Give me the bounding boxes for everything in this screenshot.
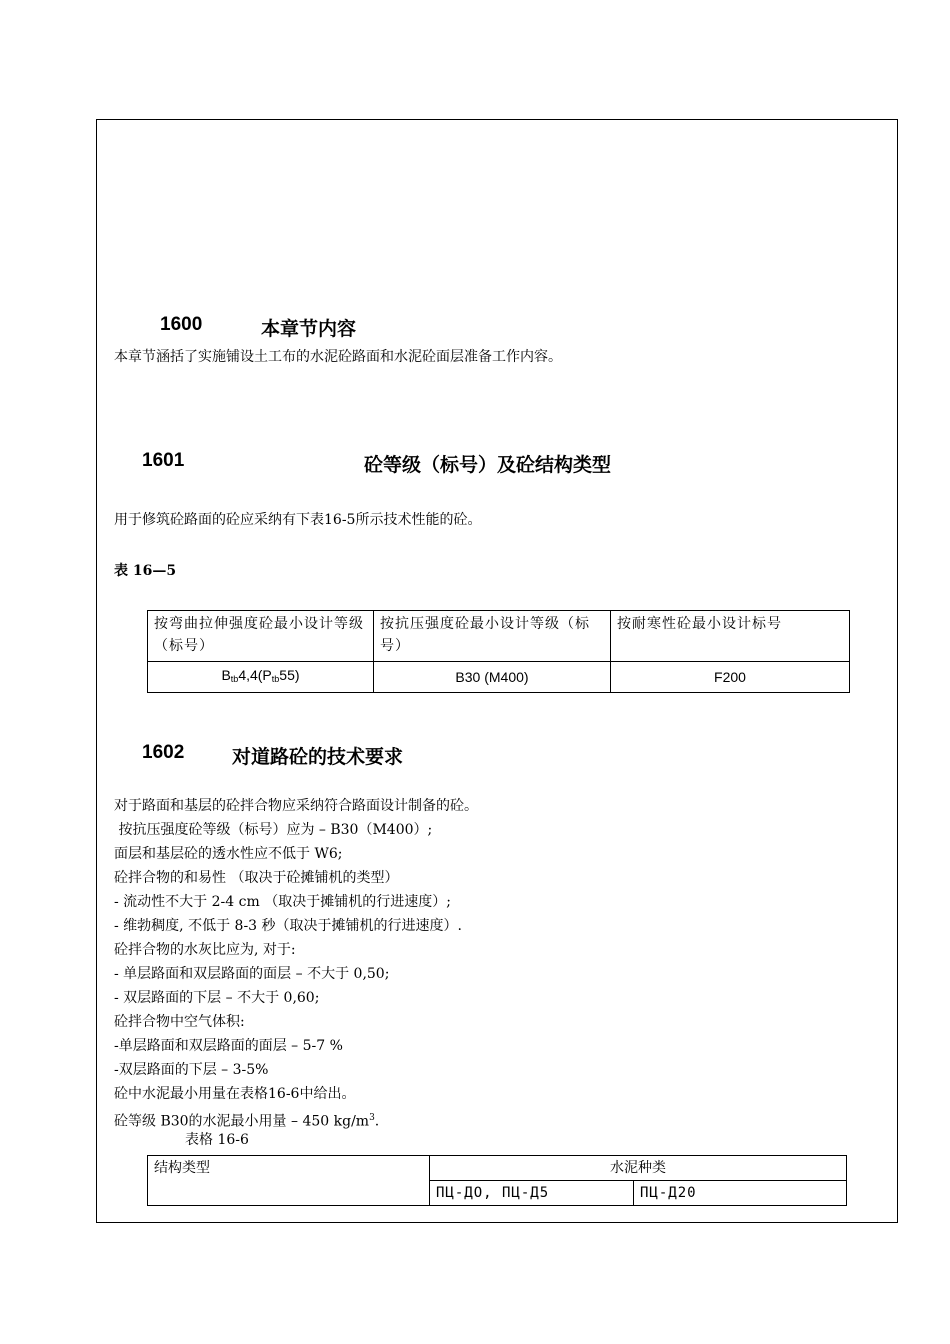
body-line-last: 砼等级 B30的水泥最小用量 – 450 $kg/m^3$. (114, 1113, 380, 1130)
body-line: -双层路面的下层 – 3-5% (114, 1062, 269, 1078)
table-subheader-cell: ПЦ-ДО, ПЦ-Д5 (430, 1181, 634, 1206)
body-line: 砼拌合物中空气体积: (114, 1014, 245, 1030)
table-cell-compression: B30 (M400) (374, 662, 611, 693)
body-line: 按抗压强度砼等级（标号）应为 – B30（M400）; (114, 822, 433, 838)
table-cell-bending: $B_{tb}4,4(P_{tb}55)$ (148, 662, 374, 693)
body-line: 砼中水泥最小用量在表格16-6中给出。 (114, 1086, 356, 1102)
body-line: - 流动性不大于 2-4 cm （取决于摊铺机的行进速度）; (114, 894, 451, 910)
section-1601-title: 砼等级（标号）及砼结构类型 (364, 454, 612, 476)
section-1602-title: 对道路砼的技术要求 (232, 746, 404, 768)
table-header-cell: 按耐寒性砼最小设计标号 (611, 611, 850, 662)
body-line: - 维勃稠度, 不低于 8-3 秒（取决于摊铺机的行进速度）. (114, 918, 462, 934)
body-line: -单层路面和双层路面的面层 – 5-7 % (114, 1038, 343, 1054)
table-row (148, 662, 850, 693)
body-line: 面层和基层砼的透水性应不低于 W6; (114, 846, 343, 862)
section-1600-intro: 本章节涵括了实施铺设土工布的水泥砼路面和水泥砼面层准备工作内容。 (114, 349, 562, 365)
body-line: 砼拌合物的水灰比应为, 对于: (114, 942, 296, 958)
section-1601-intro: 用于修筑砼路面的砼应采纳有下表16-5所示技术性能的砼。 (114, 512, 482, 528)
table-header-structure: 结构类型 (148, 1156, 430, 1206)
body-line: - 单层路面和双层路面的面层 – 不大于 0,50; (114, 966, 390, 982)
table-cell-frost: F200 (611, 662, 850, 693)
section-1602-number: 1602 (142, 742, 185, 763)
table-header-row (148, 1156, 847, 1181)
section-1600-number: 1600 (160, 314, 203, 335)
table-header-cement: 水泥种类 (430, 1156, 847, 1181)
body-line: - 双层路面的下层 – 不大于 0,60; (114, 990, 320, 1006)
table-16-5-caption: 表 16—5 (114, 563, 177, 579)
body-line: 对于路面和基层的砼拌合物应采纳符合路面设计制备的砼。 (114, 798, 478, 814)
table-16-6-caption: 表格 16-6 (185, 1132, 249, 1148)
table-header-cell: 按弯曲拉伸强度砼最小设计等级（标号） (148, 611, 374, 662)
table-subheader-cell: ПЦ-Д20 (634, 1181, 847, 1206)
table-header-row (148, 611, 850, 662)
section-1601-number: 1601 (142, 450, 185, 471)
body-line: 砼拌合物的和易性 （取决于砼摊铺机的类型） (114, 870, 399, 886)
table-16-5 (147, 610, 850, 693)
table-16-6 (147, 1155, 847, 1206)
table-header-cell: 按抗压强度砼最小设计等级（标号） (374, 611, 611, 662)
section-1600-title: 本章节内容 (261, 318, 357, 340)
section-1602-body (114, 794, 478, 1130)
